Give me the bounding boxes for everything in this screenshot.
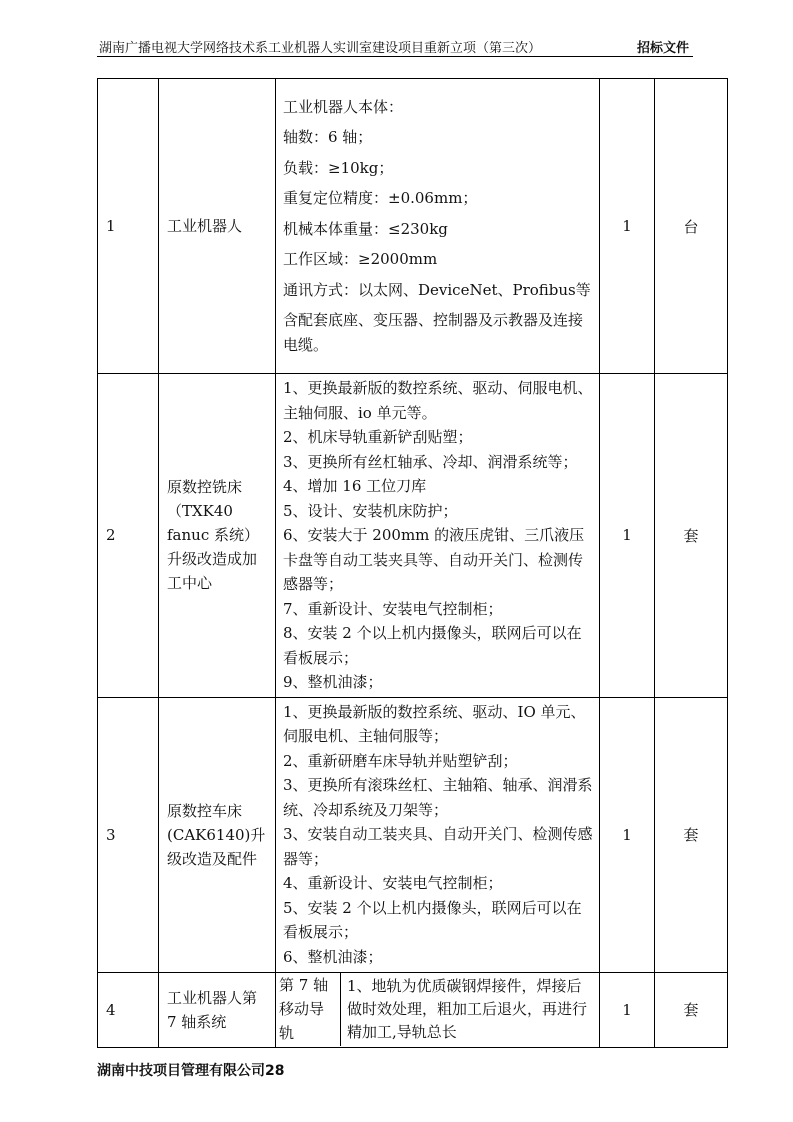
spec-line: 重复定位精度：±0.06mm； (283, 189, 478, 208)
spec-line: 5、设计、安装机床防护； (283, 501, 458, 520)
spec-line: 机械本体重量：≤230kg (283, 219, 448, 238)
item-name: 原数控铣床（TXK40 fanuc 系统）升级改造成加工中心 (159, 374, 276, 698)
spec-line: 3、安装自动工装夹具、自动开关门、检测传感器等； (283, 825, 593, 868)
quantity: 1 (600, 972, 655, 1047)
item-name: 工业机器人 (159, 79, 276, 374)
quantity: 1 (600, 374, 655, 698)
item-spec (276, 79, 600, 374)
table-row (98, 79, 728, 374)
spec-line: 通讯方式：以太网、DeviceNet、Profibus等 (283, 280, 591, 299)
sub-item-name: 第 7 轴移动导轨 (276, 973, 341, 1046)
item-name: 原数控车床(CAK6140)升级改造及配件 (159, 697, 276, 972)
spec-line: 轴数：6 轴； (283, 128, 373, 147)
item-spec (276, 697, 600, 972)
spec-line: 3、更换所有丝杠轴承、冷却、润滑系统等； (283, 452, 578, 471)
quantity: 1 (600, 79, 655, 374)
page-footer: 湖南中技项目管理有限公司28 (97, 1063, 285, 1079)
spec-line: 1、更换最新版的数控系统、驱动、IO 单元、伺服电机、主轴伺服等； (283, 702, 586, 746)
row-number: 4 (98, 972, 159, 1047)
spec-line: 7、重新设计、安装电气控制柜； (283, 599, 503, 618)
row-number: 1 (98, 79, 159, 374)
spec-line: 8、安装 2 个以上机内摄像头，联网后可以在看板展示； (283, 624, 582, 667)
spec-line: 1、地轨为优质碳钢焊接件，焊接后做时效处理，粗加工后退火，再进行精加工,导轨总长 (347, 976, 588, 1041)
spec-line: 9、整机油漆； (283, 673, 383, 691)
row-number: 2 (98, 374, 159, 698)
item-spec (276, 972, 600, 1047)
table-row (98, 374, 728, 698)
quantity: 1 (600, 697, 655, 972)
equipment-table (97, 78, 728, 1048)
spec-line: 2、机床导轨重新铲刮贴塑； (283, 428, 473, 446)
table-row (98, 972, 728, 1047)
spec-line: 6、整机油漆； (283, 947, 383, 966)
unit: 套 (655, 972, 728, 1047)
spec-line: 1、更换最新版的数控系统、驱动、伺服电机、主轴伺服、io 单元等。 (283, 379, 593, 422)
spec-line: 6、安装大于 200mm 的液压虎钳、三爪液压卡盘等自动工装夹具等、自动开关门、检测传感器等； (283, 526, 585, 593)
row-number: 3 (98, 697, 159, 972)
sub-item (276, 973, 599, 1046)
item-name: 工业机器人第 7 轴系统 (159, 972, 276, 1047)
table-row (98, 697, 728, 972)
spec-line: 4、重新设计、安装电气控制柜； (283, 874, 503, 893)
spec-line: 3、更换所有滚珠丝杠、主轴箱、轴承、润滑系统、冷却系统及刀架等； (283, 776, 593, 819)
item-spec (276, 374, 600, 698)
header-title: 湖南广播电视大学网络技术系工业机器人实训室建设项目重新立项（第三次） (99, 41, 542, 56)
spec-line: 工作区域：≥2000mm (283, 250, 438, 269)
unit: 套 (655, 697, 728, 972)
unit: 台 (655, 79, 728, 374)
spec-line: 负载：≥10kg； (283, 158, 394, 177)
spec-line: 2、重新研磨车床导轨并贴塑铲刮； (283, 751, 518, 770)
spec-line: 工业机器人本体： (283, 97, 404, 116)
unit: 套 (655, 374, 728, 698)
header-doc-type: 招标文件 (636, 41, 689, 56)
spec-line: 含配套底座、变压器、控制器及示教器及连接电缆。 (283, 311, 584, 354)
page-header (97, 34, 693, 57)
spec-line: 5、安装 2 个以上机内摄像头，联网后可以在看板展示； (283, 898, 582, 942)
spec-line: 4、增加 16 工位刀库 (283, 477, 427, 495)
